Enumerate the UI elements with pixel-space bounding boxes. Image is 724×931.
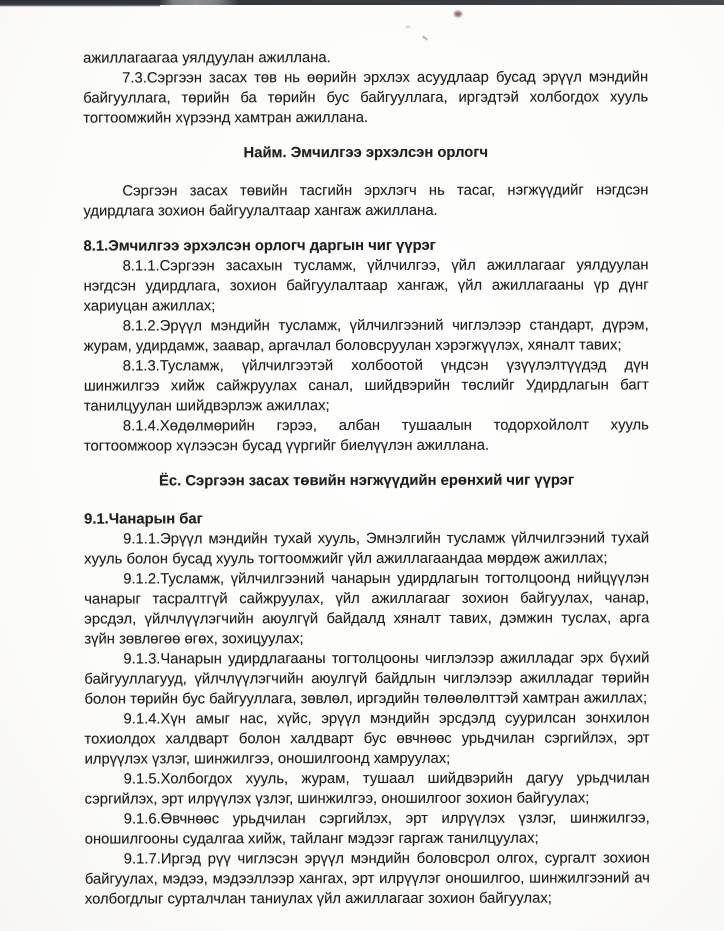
scan-speck-icon bbox=[406, 25, 410, 28]
document-page-content bbox=[83, 47, 650, 909]
scan-speck-icon bbox=[422, 35, 428, 40]
paragraph-chapter-8-intro: Сэргээн засах төвийн тасгийн эрхлэгч нь тасаг, нэгжүүдийг нэгдсэн удирдлага зохион байгуулалтаар хангаж ажиллана. bbox=[83, 182, 649, 220]
paragraph-9-1-4: 9.1.4.Хүн амыг нас, хүйс, эрүүл мэндийн эрсдэлд суурилсан зонхилон тохиолдох халдварт болон халдварт бус өвчнөөс урьдчилан сэргийлэх, эрт илрүүлэх үзлэг, шинжилгээ, оношилгоонд хамруулах; bbox=[84, 710, 650, 768]
chapter-9-heading: Ёс. Сэргээн засах төвийн нэгжүүдийн ерөнхий чиг үүрэг bbox=[158, 472, 575, 490]
paragraph-9-1-6: 9.1.6.Өвчнөөс урьдчилан сэргийлэх, эрт илрүүлэх үзлэг, шинжилгээ, оношилгооны судалгаа хийж, тайланг мэдээг гаргаж танилцуулах; bbox=[84, 810, 650, 848]
ink-smudge bbox=[454, 11, 462, 17]
paragraph-8-1-1: 8.1.1.Сэргээн засахын тусламж, үйлчилгээ, үйл ажиллагааг уялдуулан нэгдсэн удирдлага, зохион байгуулалтаар хангаж, үйл ажиллагааны үр дүнг хариуцан ажиллах; bbox=[83, 257, 649, 315]
paragraph-7-3: 7.3.Сэргээн засах төв нь өөрийн эрхлэх асуудлаар бусад эрүүл мэндийн байгууллага, төрийн ба төрийн бус байгууллага, иргэдтэй холбогдох хууль тогтоомжийн хүрээнд хамтран ажиллана. bbox=[83, 69, 649, 127]
paragraph-9-1-7: 9.1.7.Иргэд рүү чиглэсэн эрүүл мэндийн боловсрол олгох, сургалт зохион байгуулах, мэдээ, мэдээллээр хангах, эрт илрүүлэг оношилгоо, шинжилгээний ач холбогдлыг сурталчлан таниулах үйл ажиллагааг зохион байгуулах; bbox=[84, 850, 650, 908]
paragraph-9-1-5: 9.1.5.Холбогдох хууль, журам, тушаал шийдвэрийн дагуу урьдчилан сэргийлэх, эрт илрүүлэх үзлэг, шинжилгээ, оношилгоог зохион байгуулах; bbox=[84, 770, 650, 808]
paragraph-continuation: ажиллагаагаа уялдуулан ажиллана. bbox=[83, 50, 331, 67]
paragraph-9-1-2: 9.1.2.Тусламж, үйлчилгээний чанарын удирдлагын тогтолцоонд нийцүүлэн чанарыг тасралтгүй сайжруулах, үйл ажиллагааг зохион байгуулах, чанар, эрсдэл, үйлчлүүлэгчийн аюулгүй байдалд хяналт тавих, дэмжин туслах, арга зүйн зөвлөгөө өгөх, зохицуулах; bbox=[84, 570, 650, 648]
paragraph-8-1-4: 8.1.4.Хөдөлмөрийн гэрээ, албан тушаалын тодорхойлолт хууль тогтоомжоор хүлээсэн бусад үүргийг биелүүлэн ажиллана. bbox=[83, 417, 649, 455]
section-9-1-heading: 9.1.Чанарын баг bbox=[84, 511, 203, 528]
chapter-8-heading: Найм. Эмчилгээ эрхэлсэн орлогч bbox=[243, 144, 489, 162]
paragraph-9-1-3: 9.1.3.Чанарын удирдлагааны тогтолцооны чиглэлээр ажилладаг эрх бүхий байгууллагууд, үйлчлүүлэгчийн аюулгүй байдлын чиглэлээр ажилладаг төрийн болон төрийн бус байгууллага, зөвлөл, иргэдийн төлөөлөлттэй хамтран ажиллах; bbox=[84, 650, 650, 708]
paragraph-8-1-2: 8.1.2.Эрүүл мэндийн тусламж, үйлчилгээний чиглэлээр стандарт, дүрэм, журам, удирдамж, заавар, аргачлал боловсруулан хэрэгжүүлэх, хяналт тавих; bbox=[83, 317, 649, 355]
paragraph-8-1-3: 8.1.3.Тусламж, үйлчилгээтэй холбоотой үндсэн үзүүлэлтүүдэд дүн шинжилгээ хийж сайжруулах санал, шийдвэрийн төслийг Удирдлагын багт танилцуулан шийдвэрлэж ажиллах; bbox=[83, 357, 649, 415]
section-8-1-heading: 8.1.Эмчилгээ эрхэлсэн орлогч даргын чиг үүрэг bbox=[83, 237, 436, 255]
scan-border-top-corner bbox=[0, 0, 160, 7]
paragraph-9-1-1: 9.1.1.Эрүүл мэндийн тухай хууль, Эмнэлгийн тусламж үйлчилгээний тухай хууль болон бусад хууль тогтоомжийг үйл ажиллагаандаа мөрдөж ажиллах; bbox=[84, 530, 650, 568]
